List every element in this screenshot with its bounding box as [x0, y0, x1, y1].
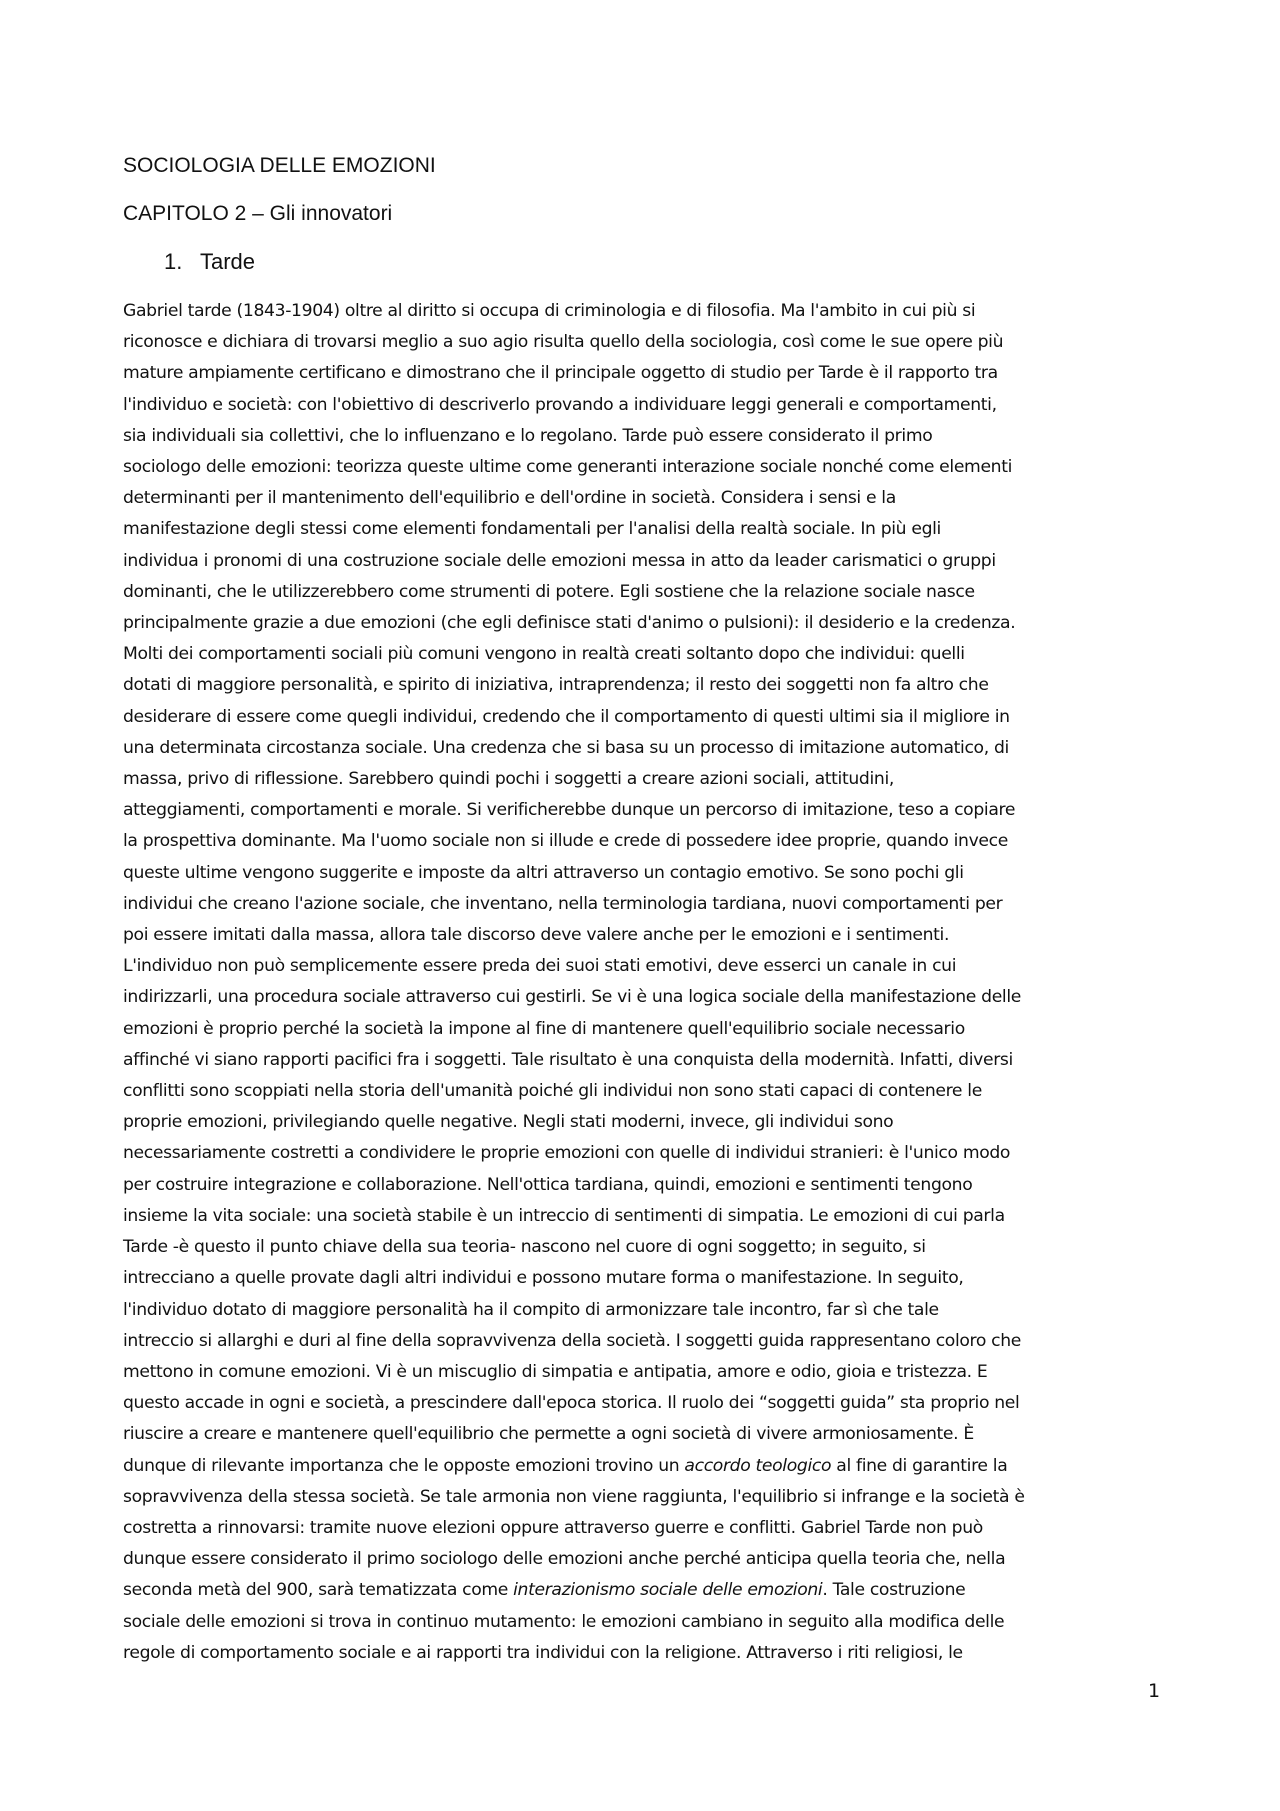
text-line — [123, 1263, 1163, 1294]
text-segment: riconosce e dichiara di trovarsi meglio a suo agio risulta quello della sociologia, così come le sue opere più — [123, 332, 1004, 353]
text-segment: emozioni è proprio perché la società la impone al fine di mantenere quell'equilibrio sociale necessario — [123, 1018, 965, 1039]
text-segment: queste ultime vengono suggerite e imposte da altri attraverso un contagio emotivo. Se sono pochi gli — [123, 862, 964, 883]
text-segment: una determinata circostanza sociale. Una credenza che si basa su un processo di imitazione automatico, di — [123, 737, 1009, 758]
section-title: Tarde — [200, 249, 256, 274]
text-line — [123, 1170, 1163, 1201]
text-line — [123, 826, 1163, 857]
text-line — [123, 889, 1163, 920]
text-line — [123, 1076, 1163, 1107]
text-segment: intreccio si allarghi e duri al fine della sopravvivenza della società. I soggetti guida rappresentano coloro che — [123, 1330, 1022, 1351]
text-segment: costretta a rinnovarsi: tramite nuove elezioni oppure attraverso guerre e conflitti. Gabriel Tarde non può — [123, 1517, 983, 1538]
text-segment: Gabriel tarde (1843-1904) oltre al diritto si occupa di criminologia e di filosofia. Ma l'ambito in cui più si — [123, 301, 976, 321]
text-line — [123, 483, 1163, 514]
text-line — [123, 1201, 1163, 1232]
text-segment: necessariamente costretti a condividere le proprie emozioni con quelle di individui stranieri: è l'unico modo — [123, 1143, 1011, 1164]
text-segment: atteggiamenti, comportamenti e morale. Si verificherebbe dunque un percorso di imitazione, teso a copiare — [123, 800, 1016, 821]
text-segment: desiderare di essere come quegli individui, credendo che il comportamento di questi ultimi sia il migliore in — [123, 706, 1010, 727]
text-line — [123, 327, 1163, 358]
section-heading — [164, 249, 255, 275]
text-segment: L'individuo non può semplicemente essere preda dei suoi stati emotivi, deve esserci un canale in cui — [123, 956, 957, 977]
text-line — [123, 421, 1163, 452]
text-line — [123, 982, 1163, 1013]
text-line — [123, 1232, 1163, 1263]
text-segment: mature ampiamente certificano e dimostrano che il principale oggetto di studio per Tarde è il rapporto tra — [123, 363, 998, 384]
text-segment: dunque essere considerato il primo sociologo delle emozioni anche perché anticipa quella teoria che, nella — [123, 1549, 1006, 1570]
text-line — [123, 1544, 1163, 1575]
text-segment: sia individuali sia collettivi, che lo influenzano e lo regolano. Tarde può essere considerato il primo — [123, 425, 933, 446]
text-segment: affinché vi siano rapporti pacifici fra i soggetti. Tale risultato è una conquista della modernità. Infatti, diversi — [123, 1049, 1013, 1070]
text-segment: dominanti, che le utilizzerebbero come strumenti di potere. Egli sostiene che la relazione sociale nasce — [123, 581, 975, 602]
body-paragraph — [123, 296, 1163, 1669]
text-segment: insieme la vita sociale: una società stabile è un intreccio di sentimenti di simpatia. Le emozioni di cui parla — [123, 1205, 1005, 1226]
text-line — [123, 608, 1163, 639]
text-segment: principalmente grazie a due emozioni (che egli definisce stati d'animo o pulsioni): il desiderio e la credenza. — [123, 613, 1016, 634]
text-line — [123, 764, 1163, 795]
text-line — [123, 358, 1163, 389]
text-segment: dotati di maggiore personalità, e spirito di iniziativa, intraprendenza; il resto dei soggetti non fa altro che — [123, 675, 989, 696]
text-segment: mettono in comune emozioni. Vi è un miscuglio di simpatia e antipatia, amore e odio, gioia e tristezza. E — [123, 1361, 988, 1382]
text-segment: determinanti per il mantenimento dell'equilibrio e dell'ordine in società. Considera i sensi e la — [123, 488, 896, 509]
text-segment: per costruire integrazione e collaborazione. Nell'ottica tardiana, quindi, emozioni e sentimenti tengono — [123, 1174, 973, 1195]
text-segment: indirizzarli, una procedura sociale attraverso cui gestirli. Se vi è una logica sociale della manifestazione delle — [123, 987, 1021, 1008]
text-line — [123, 1014, 1163, 1045]
text-line — [123, 577, 1163, 608]
chapter-heading: CAPITOLO 2 – Gli innovatori — [123, 202, 393, 225]
text-line — [123, 1388, 1163, 1419]
text-segment: individua i pronomi di una costruzione sociale delle emozioni messa in atto da leader carismatici o gruppi — [123, 550, 996, 571]
text-line — [123, 1326, 1163, 1357]
text-segment: conflitti sono scoppiati nella storia dell'umanità poiché gli individui non sono stati capaci di contenere le — [123, 1081, 982, 1102]
text-line — [123, 1513, 1163, 1544]
text-segment: proprie emozioni, privilegiando quelle negative. Negli stati moderni, invece, gli individui sono — [123, 1112, 894, 1133]
text-line — [123, 670, 1163, 701]
text-segment: sopravvivenza della stessa società. Se tale armonia non viene raggiunta, l'equilibrio si infrange e la società è — [123, 1486, 1025, 1507]
text-line — [123, 1482, 1163, 1513]
text-segment: dunque di rilevante importanza che le opposte emozioni trovino un — [123, 1455, 685, 1476]
text-line — [123, 639, 1163, 670]
text-line — [123, 546, 1163, 577]
text-line — [123, 702, 1163, 733]
text-line — [123, 1138, 1163, 1169]
document-title: SOCIOLOGIA DELLE EMOZIONI — [123, 154, 436, 177]
text-line — [123, 452, 1163, 483]
section-number: 1. — [164, 249, 183, 274]
text-segment: l'individuo e società: con l'obiettivo di descriverlo provando a individuare leggi generali e comportamenti, — [123, 394, 997, 415]
text-line — [123, 951, 1163, 982]
text-line — [123, 1357, 1163, 1388]
text-line — [123, 920, 1163, 951]
text-line — [123, 390, 1163, 421]
text-segment: poi essere imitati dalla massa, allora tale discorso deve valere anche per le emozioni e i sentimenti. — [123, 925, 950, 946]
text-segment: l'individuo dotato di maggiore personalità ha il compito di armonizzare tale incontro, far sì che tale — [123, 1299, 939, 1320]
page-number: 1 — [1148, 1680, 1161, 1702]
text-segment: regole di comportamento sociale e ai rapporti tra individui con la religione. Attraverso i riti religiosi, le — [123, 1642, 963, 1663]
text-segment: individui che creano l'azione sociale, che inventano, nella terminologia tardiana, nuovi comportamenti per — [123, 893, 1003, 914]
text-segment: sociologo delle emozioni: teorizza queste ultime come generanti interazione sociale nonché come elementi — [123, 457, 1013, 478]
text-line — [123, 1419, 1163, 1450]
text-line — [123, 1045, 1163, 1076]
text-line — [123, 1451, 1163, 1482]
text-segment: . Tale costruzione — [822, 1580, 966, 1601]
text-segment: sociale delle emozioni si trova in continuo mutamento: le emozioni cambiano in seguito alla modifica delle — [123, 1611, 1005, 1632]
text-line — [123, 733, 1163, 764]
text-line — [123, 795, 1163, 826]
italic-phrase: interazionismo sociale delle emozioni — [513, 1580, 823, 1601]
text-segment: intrecciano a quelle provate dagli altri individui e possono mutare forma o manifestazione. In seguito, — [123, 1268, 964, 1289]
italic-phrase: accordo teologico — [684, 1455, 832, 1476]
text-segment: riuscire a creare e mantenere quell'equilibrio che permette a ogni società di vivere armoniosamente. È — [123, 1424, 974, 1445]
text-segment: la prospettiva dominante. Ma l'uomo sociale non si illude e crede di possedere idee proprie, quando invece — [123, 831, 1008, 852]
text-segment: seconda metà del 900, sarà tematizzata come — [123, 1580, 514, 1601]
text-line — [123, 514, 1163, 545]
text-line — [123, 1107, 1163, 1138]
text-segment: questo accade in ogni e società, a prescindere dall'epoca storica. Il ruolo dei “soggetti guida” sta proprio nel — [123, 1393, 1020, 1414]
text-segment: al fine di garantire la — [831, 1455, 1008, 1476]
text-segment: manifestazione degli stessi come elementi fondamentali per l'analisi della realtà sociale. In più egli — [123, 519, 941, 540]
text-segment: massa, privo di riflessione. Sarebbero quindi pochi i soggetti a creare azioni sociali, attitudini, — [123, 769, 894, 790]
text-line — [123, 1638, 1163, 1669]
text-line — [123, 1607, 1163, 1638]
text-line — [123, 1575, 1163, 1606]
text-segment: Molti dei comportamenti sociali più comuni vengono in realtà creati soltanto dopo che individui: quelli — [123, 644, 965, 665]
text-line — [123, 858, 1163, 889]
text-line — [123, 296, 1163, 327]
text-segment: Tarde -è questo il punto chiave della sua teoria- nascono nel cuore di ogni soggetto; in seguito, si — [123, 1237, 926, 1258]
text-line — [123, 1295, 1163, 1326]
